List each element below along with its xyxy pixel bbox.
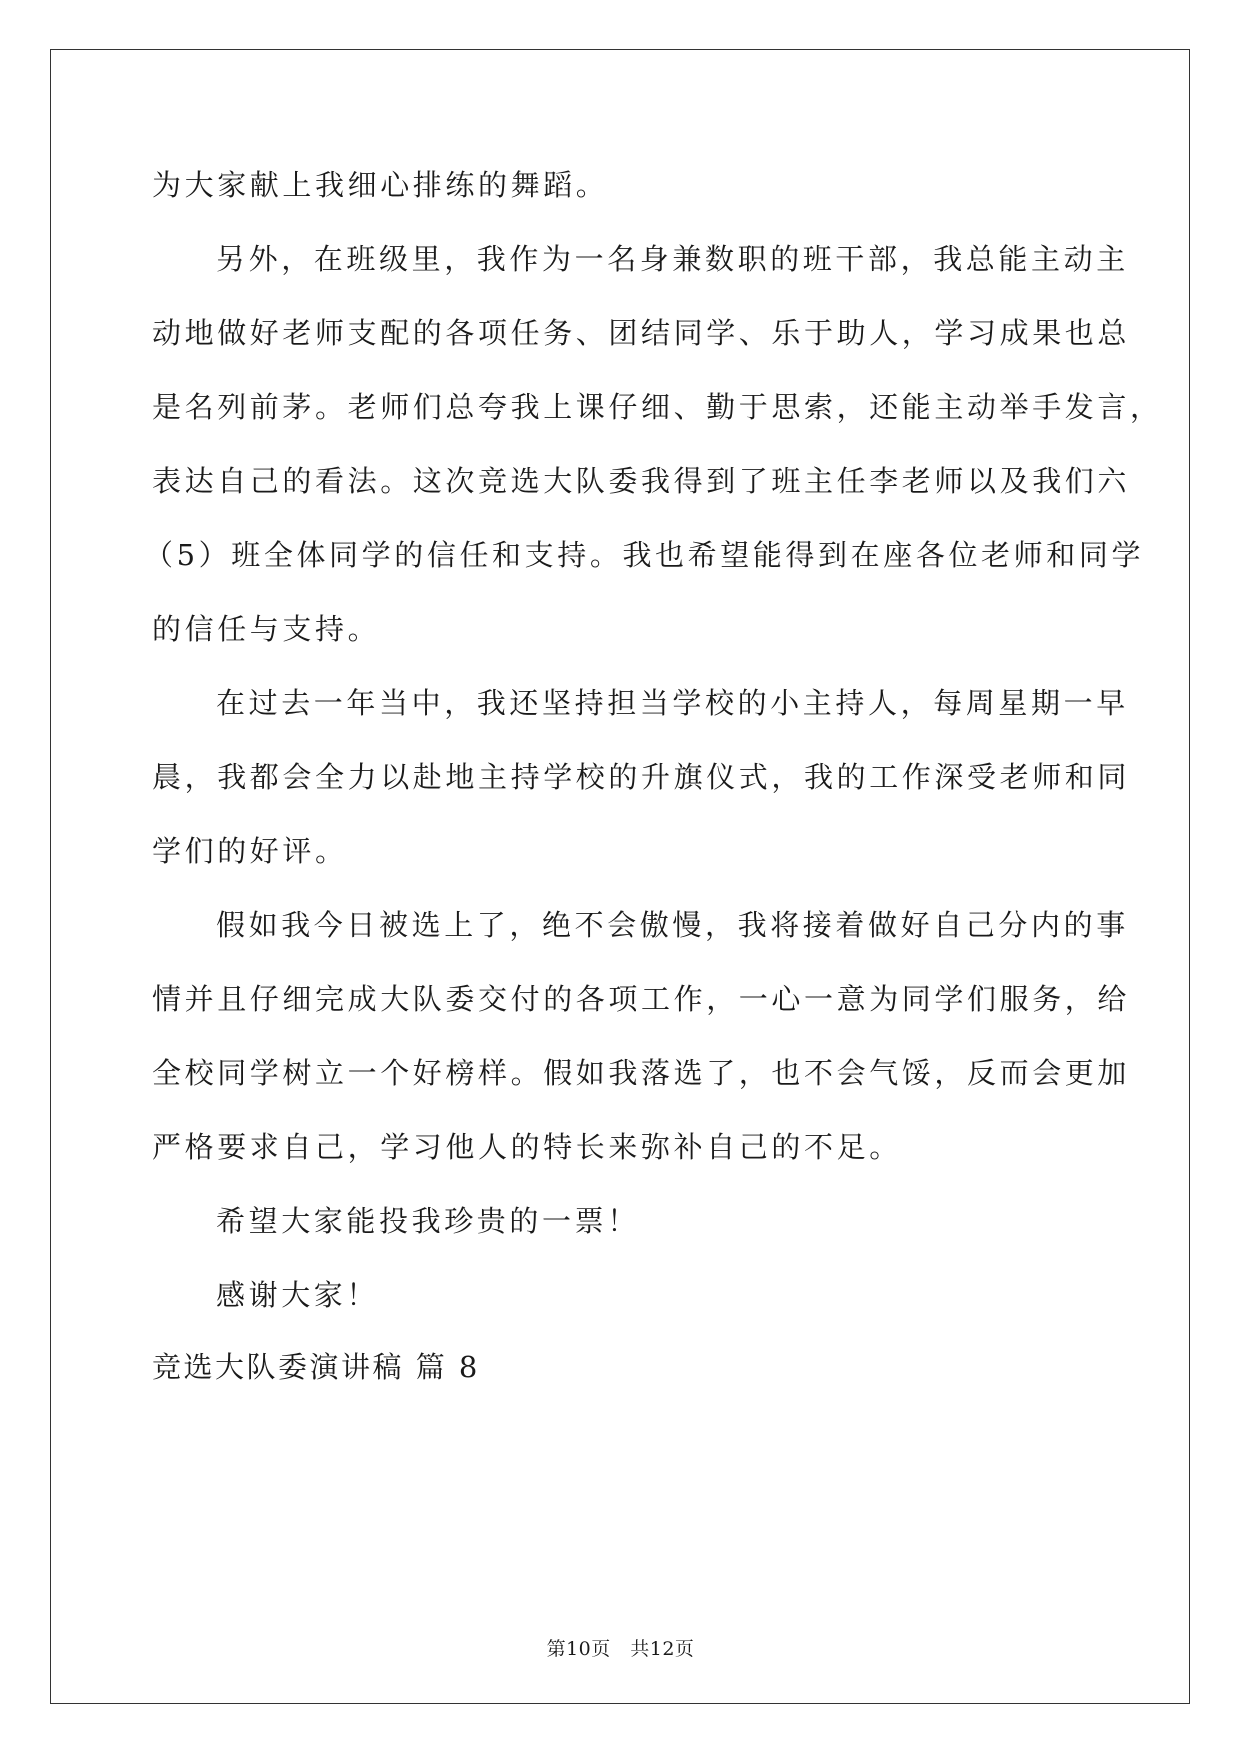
paragraph-line: 为大家献上我细心排练的舞蹈。 (152, 168, 609, 202)
paragraph-line: 情并且仔细完成大队委交付的各项工作，一心一意为同学们服务，给 (152, 982, 1131, 1016)
paragraph-line: 的信任与支持。 (152, 612, 381, 646)
page-number-footer: 第10页 共12页 (546, 1638, 695, 1660)
paragraph-line: 动地做好老师支配的各项任务、团结同学、乐于助人，学习成果也总 (152, 316, 1131, 350)
paragraph-line: （5）班全体同学的信任和支持。我也希望能得到在座各位老师和同学 (144, 538, 1145, 572)
paragraph-line: 学们的好评。 (152, 834, 348, 868)
paragraph-line: 另外，在班级里，我作为一名身兼数职的班干部，我总能主动主 (216, 242, 1129, 276)
paragraph-line: 严格要求自己，学习他人的特长来弥补自己的不足。 (152, 1130, 902, 1164)
paragraph-line: 感谢大家！ (216, 1278, 380, 1312)
page-border (50, 49, 1190, 1704)
paragraph-line: 全校同学树立一个好榜样。假如我落选了，也不会气馁，反而会更加 (152, 1056, 1131, 1090)
paragraph-line: 是名列前茅。老师们总夸我上课仔细、勤于思索，还能主动举手发言， (152, 390, 1163, 424)
paragraph-line: 假如我今日被选上了，绝不会傲慢，我将接着做好自己分内的事 (216, 908, 1129, 942)
paragraph-line: 在过去一年当中，我还坚持担当学校的小主持人，每周星期一早 (216, 686, 1129, 720)
section-heading: 竞选大队委演讲稿 篇 8 (152, 1350, 480, 1384)
paragraph-line: 晨，我都会全力以赴地主持学校的升旗仪式，我的工作深受老师和同 (152, 760, 1131, 794)
paragraph-line: 表达自己的看法。这次竞选大队委我得到了班主任李老师以及我们六 (152, 464, 1131, 498)
paragraph-line: 希望大家能投我珍贵的一票！ (216, 1204, 640, 1238)
